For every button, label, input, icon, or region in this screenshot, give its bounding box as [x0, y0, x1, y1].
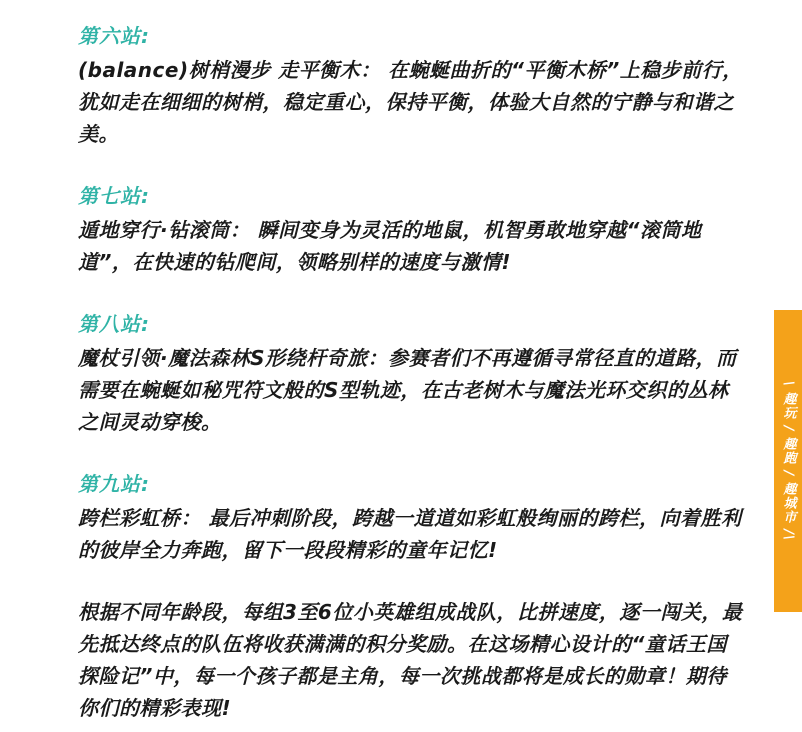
station-9	[78, 468, 744, 566]
station-description: 跨栏彩虹桥： 最后冲刺阶段，跨越一道道如彩虹般绚丽的跨栏，向着胜利的彼岸全力奔跑，留下一段段精彩的童年记忆!	[78, 506, 742, 562]
station-description: 魔杖引领·魔法森林S形绕杆奇旅：参赛者们不再遵循寻常径直的道路，而需要在蜿蜒如秘咒符文般的S型轨迹，在古老树木与魔法光环交织的丛林之间灵动穿梭。	[78, 346, 737, 434]
station-6	[78, 20, 744, 150]
station-title: 第八站:	[78, 312, 150, 336]
station-title: 第六站:	[78, 24, 150, 48]
side-tab-banner[interactable]	[774, 310, 802, 612]
summary-paragraph: 根据不同年龄段，每组3至6位小英雄组成战队，比拼速度，逐一闯关，最先抵达终点的队伍将收获满满的积分奖励。在这场精心设计的“童话王国探险记”中，每一个孩子都是主角，每一次挑战都将是成长的勋章！期待你们的精彩表现!	[78, 600, 743, 720]
station-8	[78, 308, 744, 438]
side-tab-label: \ 趣玩 / 趣跑 / 趣城市 /\	[780, 381, 796, 541]
article-content	[78, 20, 744, 724]
station-description: (balance)树梢漫步 走平衡木： 在蜿蜒曲折的“平衡木桥”上稳步前行，犹如走在细细的树梢，稳定重心，保持平衡，体验大自然的宁静与和谐之美。	[78, 58, 743, 146]
station-title: 第九站:	[78, 472, 150, 496]
station-7	[78, 180, 744, 278]
station-description: 遁地穿行·钻滚筒： 瞬间变身为灵活的地鼠，机智勇敢地穿越“滚筒地道”，在快速的钻爬间，领略别样的速度与激情!	[78, 218, 702, 274]
station-title: 第七站:	[78, 184, 150, 208]
